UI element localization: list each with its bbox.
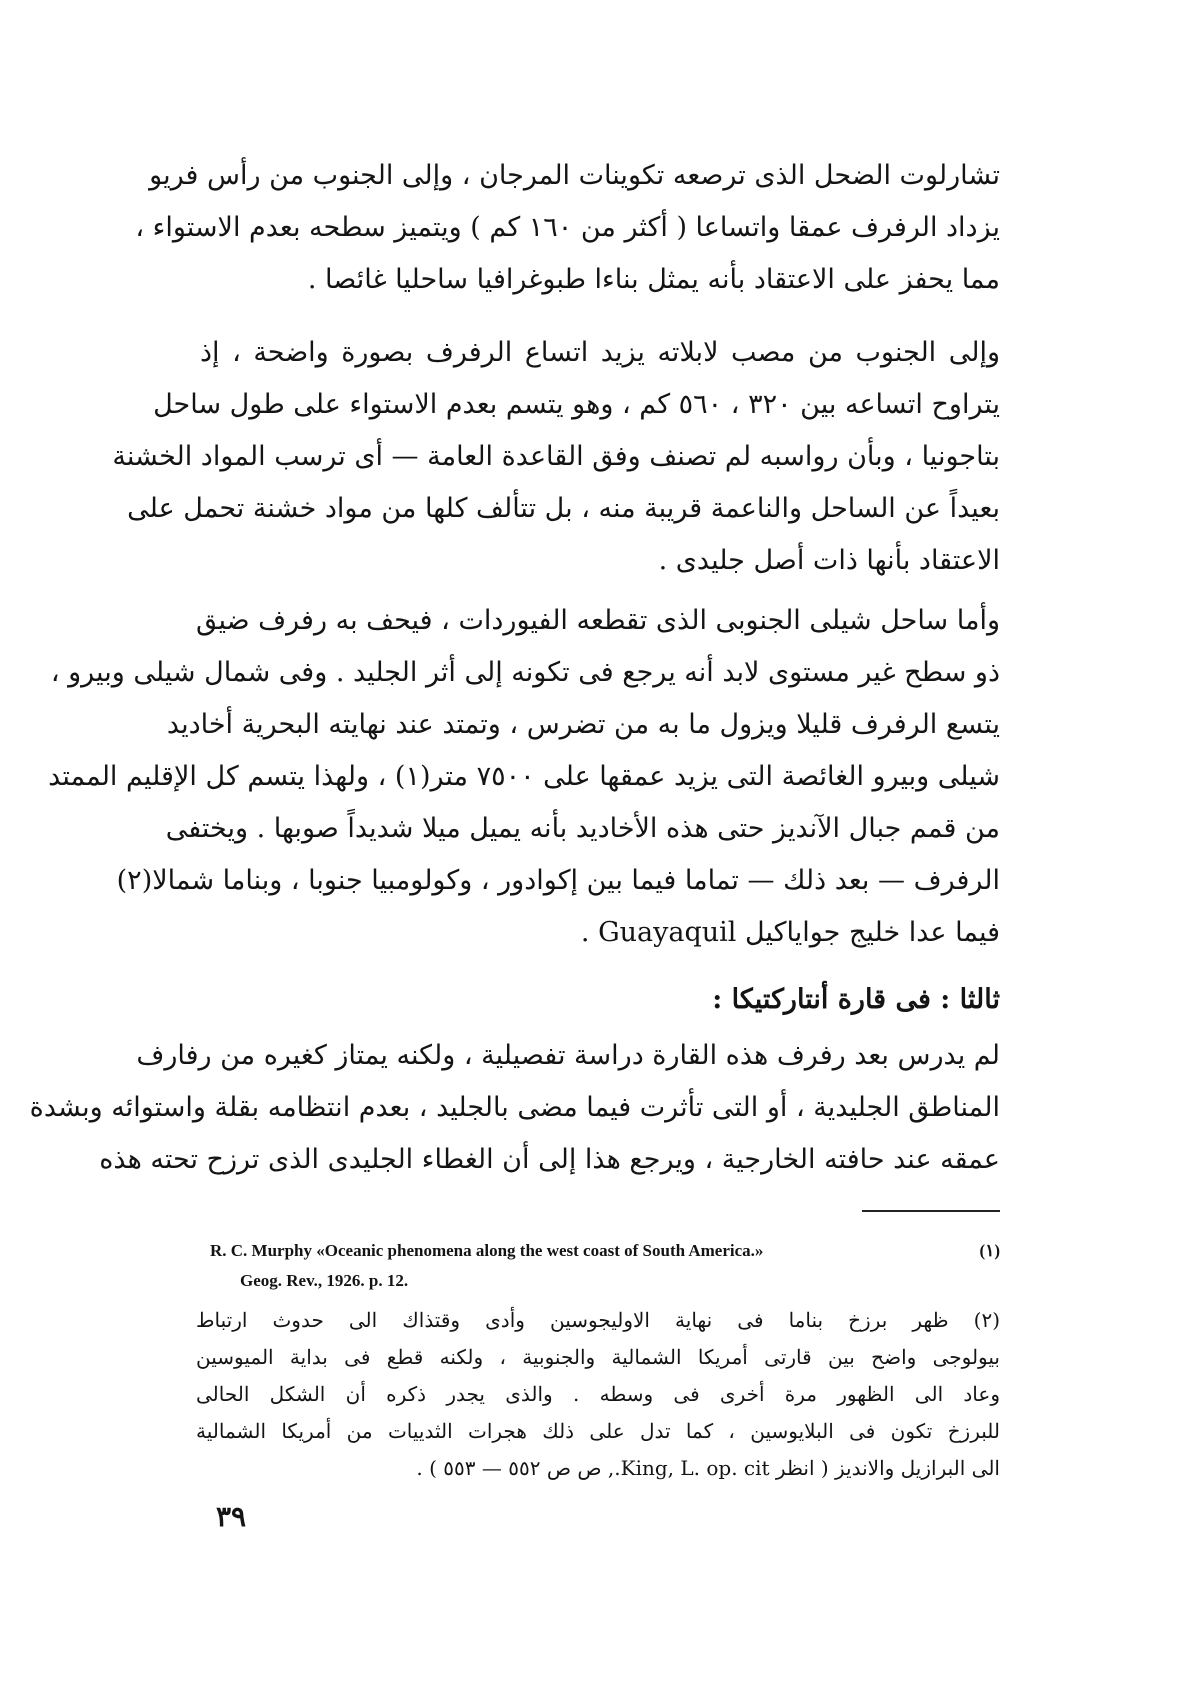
footnote-1-citation: R. C. Murphy «Oceanic phenomena along the west coast of South America.»	[210, 1241, 764, 1260]
text-line: بتاجونيا ، وبأن رواسبه لم تصنف وفق القاعدة العامة — أى ترسب المواد الخشنة	[112, 441, 1000, 472]
footnote-1-source: Geog. Rev., 1926. p. 12.	[240, 1271, 409, 1290]
footnote-1	[210, 1236, 1000, 1296]
footnote-line: بيولوجى واضح بين قارتى أمريكا الشمالية والجنوبية ، ولكنه قطع فى بداية الميوسين	[196, 1345, 1000, 1369]
text-line: ذو سطح غير مستوى لابد أنه يرجع فى تكونه إلى أثر الجليد . وفى شمال شيلى وبيرو ،	[50, 657, 1000, 688]
footnote-line: للبرزخ تكون فى البلايوسين ، كما تدل على ذلك هجرات الثدييات من أمريكا الشمالية	[196, 1419, 1000, 1443]
footnote-divider	[862, 1210, 1000, 1212]
text-line: شيلى وبيرو الغائصة التى يزيد عمقها على ٧٥٠٠ متر(١) ، ولهذا يتسم كل الإقليم الممتد	[48, 761, 1000, 792]
text-line: مما يحفز على الاعتقاد بأنه يمثل بناءا طبوغرافيا ساحليا غائصا .	[307, 264, 1000, 295]
text-line: يزداد الرفرف عمقا واتساعا ( أكثر من ١٦٠ كم ) ويتميز سطحه بعدم الاستواء ،	[135, 212, 1000, 243]
paragraph-3	[48, 595, 1000, 959]
section-heading: ثالثا : فى قارة أنتاركتيكا :	[712, 984, 1000, 1015]
text-line: لم يدرس بعد رفرف هذه القارة دراسة تفصيلية ، ولكنه يمتاز كغيره من رفارف	[136, 1040, 1000, 1071]
text-line: وأما ساحل شيلى الجنوبى الذى تقطعه الفيوردات ، فيحف به رفرف ضيق	[196, 605, 1000, 636]
text-line: وإلى الجنوب من مصب لابلاته يزيد اتساع الرفرف بصورة واضحة ، إذ	[200, 337, 1000, 368]
footnote-1-marker: (١)	[979, 1241, 1000, 1260]
text-line: من قمم جبال الآنديز حتى هذه الأخاديد بأنه يميل ميلا شديداً صوبها . ويختفى	[165, 813, 1000, 844]
text-line: فيما عدا خليج جواياكيل Guayaquil .	[580, 917, 1000, 948]
text-line: بعيداً عن الساحل والناعمة قريبة منه ، بل تتألف كلها من مواد خشنة تحمل على	[127, 493, 1000, 524]
text-line: الرفرف — بعد ذلك — تماما فيما بين إكوادور ، وكولومبيا جنوبا ، وبناما شمالا(٢)	[116, 865, 1000, 896]
text-line: المناطق الجليدية ، أو التى تأثرت فيما مضى بالجليد ، بعدم انتظامه بقلة واستوائه وبشدة	[29, 1092, 1000, 1123]
footnote-line: (٢) ظهر برزخ بناما فى نهاية الاوليجوسين وأدى وقتذاك الى حدوث ارتباط	[196, 1308, 1000, 1332]
text-line: عمقه عند حافته الخارجية ، ويرجع هذا إلى أن الغطاء الجليدى الذى ترزح تحته هذه	[99, 1144, 1000, 1175]
text-line: يتراوح اتساعه بين ٣٢٠ ، ٥٦٠ كم ، وهو يتسم بعدم الاستواء على طول ساحل	[153, 389, 1000, 420]
footnote-line: الى البرازيل والانديز ( انظر King, L. op. cit., ص ص ٥٥٢ — ٥٥٣ ) .	[416, 1456, 1000, 1480]
text-line: تشارلوت الضحل الذى ترصعه تكوينات المرجان ، وإلى الجنوب من رأس فريو	[149, 160, 1000, 191]
footnote-2	[196, 1302, 1000, 1487]
paragraph-1	[135, 150, 1000, 306]
page-number: ٣٩	[216, 1500, 247, 1533]
text-line: الاعتقاد بأنها ذات أصل جليدى .	[658, 545, 1000, 576]
footnote-line: وعاد الى الظهور مرة أخرى فى وسطه . والذى يجدر ذكره أن الشكل الحالى	[196, 1382, 1000, 1406]
paragraph-2	[112, 327, 1000, 587]
paragraph-4	[29, 1030, 1000, 1186]
text-line: يتسع الرفرف قليلا ويزول ما به من تضرس ، وتمتد عند نهايته البحرية أخاديد	[166, 709, 1000, 740]
